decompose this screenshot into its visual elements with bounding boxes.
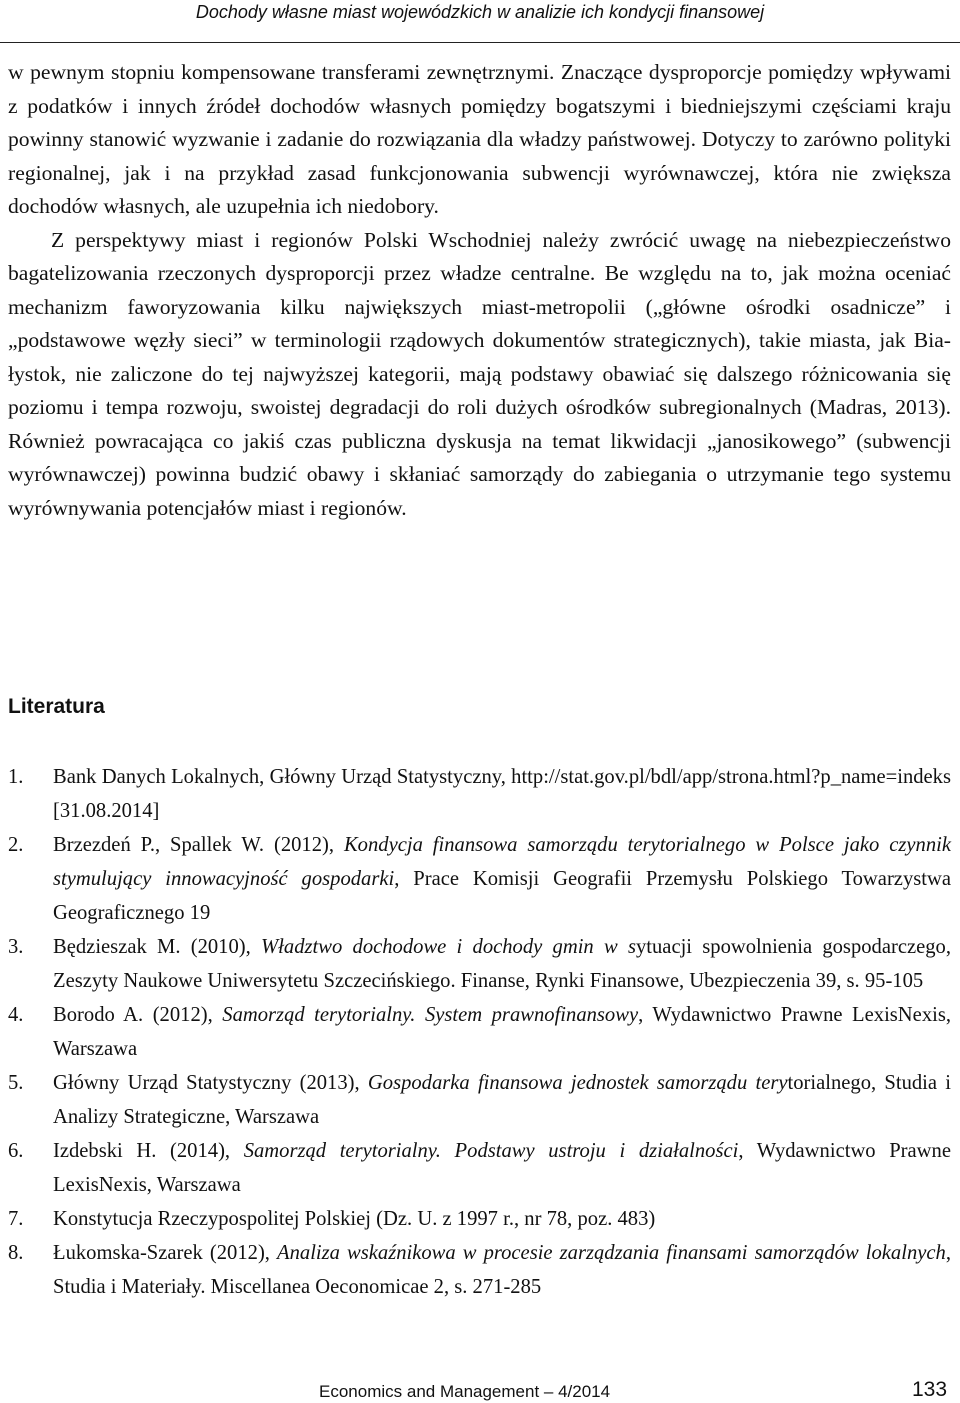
reference-text: [53, 760, 951, 828]
reference-text: [53, 1202, 951, 1236]
paragraph-2: Z perspektywy miast i regionów Polski Wschodniej należy zwrócić uwagę na niebezpieczeństwo bagatelizowania rzeczonych dysproporcji przez władze centralne. Be względu na to, jak można oceniać mechanizm faworyzowania kilku największych miast-metropolii („główne ośrodki osadnicze” i „podstawowe węzły sieci” w terminologii rządowych dokumentów strategicznych), takie miasta, jak Białystok, nie zaliczone do tej najwyższej kategorii, mają podstawy obawiać się dalszego różnicowania się poziomu i tempa rozwoju, swoistej degradacji do roli dużych ośrodków subregionalnych (Madras, 2013). Również powracająca co jakiś czas publiczna dyskusja na temat likwidacji „janosikowego” (subwencji wyrównawczej) powinna budzić obawy i skłaniać samorządy do zabiegania o utrzymanie tego systemu wyrównywania potencjałów miast i regionów.: [8, 227, 951, 520]
reference-item: [8, 930, 951, 998]
body-text: [8, 56, 951, 525]
reference-item: [8, 1202, 951, 1236]
reference-part: Główny Urząd Statystyczny (2013),: [53, 1072, 368, 1094]
reference-part: ytuacji spowolnienia gospodarczego, Zeszyty Naukowe Uniwersytetu Szczecińskiego. Finanse, Rynki Finansowe, Ubezpieczenia 39, s. 95-105: [53, 936, 951, 992]
running-title: Dochody własne miast wojewódzkich w analizie ich kondycji finansowej: [195, 2, 765, 22]
reference-number: 5.: [8, 1072, 24, 1094]
journal-issue: Economics and Management – 4/2014: [319, 1382, 611, 1401]
page-footer: [0, 1377, 960, 1403]
reference-part: Brzezdeń P., Spallek W. (2012),: [53, 834, 344, 856]
reference-number: 3.: [8, 936, 24, 958]
literature-heading: Literatura: [8, 695, 105, 718]
reference-item: [8, 1134, 951, 1202]
reference-item: [8, 760, 951, 828]
reference-text: [53, 1236, 951, 1304]
reference-part: Będzieszak M. (2010),: [53, 936, 262, 958]
page-number: 133: [912, 1378, 948, 1401]
reference-part: , Wydawnictwo Prawne LexisNexis, Warszawa: [53, 1140, 951, 1196]
running-header: [0, 0, 960, 43]
reference-part: torialnego, Studia i Analizy Strategiczne, Warszawa: [53, 1072, 951, 1128]
reference-part: Izdebski H. (2014),: [53, 1140, 244, 1162]
reference-part: , Prace Komisji Geografii Przemysłu Polskiego Towarzystwa Geograficznego 19: [53, 868, 951, 924]
reference-number: 8.: [8, 1242, 24, 1264]
reference-title: Analiza wskaźnikowa w procesie zarządzania finansami samorządów lokalnych: [277, 1242, 946, 1264]
reference-number: 2.: [8, 834, 24, 856]
reference-part: Borodo A. (2012),: [53, 1004, 223, 1026]
reference-number: 1.: [8, 766, 24, 788]
reference-title: Gospodarka finansowa jednostek samorządu tery: [367, 1072, 788, 1094]
reference-text: [53, 930, 951, 998]
paragraph-1: w pewnym stopniu kompensowane transferami zewnętrznymi. Znaczące dysproporcje pomiędzy wpływami z podatków i innych źródeł dochodów własnych pomiędzy bogatszymi i biedniejszymi częściami kraju powinny stanowić wyzwanie i zadanie do rozwiązania dla władzy państwowej. Dotyczy to zarówno polityki regionalnej, jak i na przykład zasad funkcjonowania subwencji wyrównawczej, która nie zwiększa dochodów własnych, ale uzupełnia ich niedobory.: [8, 60, 951, 218]
reference-text: [53, 828, 951, 930]
reference-part: Konstytucja Rzeczypospolitej Polskiej (Dz. U. z 1997 r., nr 78, poz. 483): [53, 1208, 656, 1230]
reference-text: [53, 1134, 951, 1202]
reference-title: Samorząd terytorialny. Podstawy ustroju i działalności: [243, 1140, 739, 1162]
reference-title: Kondycja finansowa samorządu terytorialnego w Polsce jako czynnik stymulujący innowacyjność gospodarki: [53, 834, 951, 890]
reference-text: [53, 1066, 951, 1134]
reference-item: [8, 998, 951, 1066]
reference-item: [8, 1066, 951, 1134]
reference-title: Samorząd terytorialny. System prawnofinansowy: [222, 1004, 639, 1026]
reference-number: 4.: [8, 1004, 24, 1026]
reference-number: 7.: [8, 1208, 24, 1230]
reference-part: , Wydawnictwo Prawne LexisNexis, Warszawa: [53, 1004, 951, 1060]
reference-item: [8, 1236, 951, 1304]
reference-title: Władztwo dochodowe i dochody gmin w s: [261, 936, 636, 958]
reference-part: Łukomska-Szarek (2012),: [53, 1242, 278, 1264]
reference-part: Bank Danych Lokalnych, Główny Urząd Statystyczny, http://stat.gov.pl/bdl/app/strona.html?p_name=indeks [31.08.2014]: [53, 766, 951, 822]
reference-text: [53, 998, 951, 1066]
reference-part: , Studia i Materiały. Miscellanea Oeconomicae 2, s. 271-285: [53, 1242, 951, 1298]
reference-list: [8, 760, 951, 1304]
reference-number: 6.: [8, 1140, 24, 1162]
reference-item: [8, 828, 951, 930]
